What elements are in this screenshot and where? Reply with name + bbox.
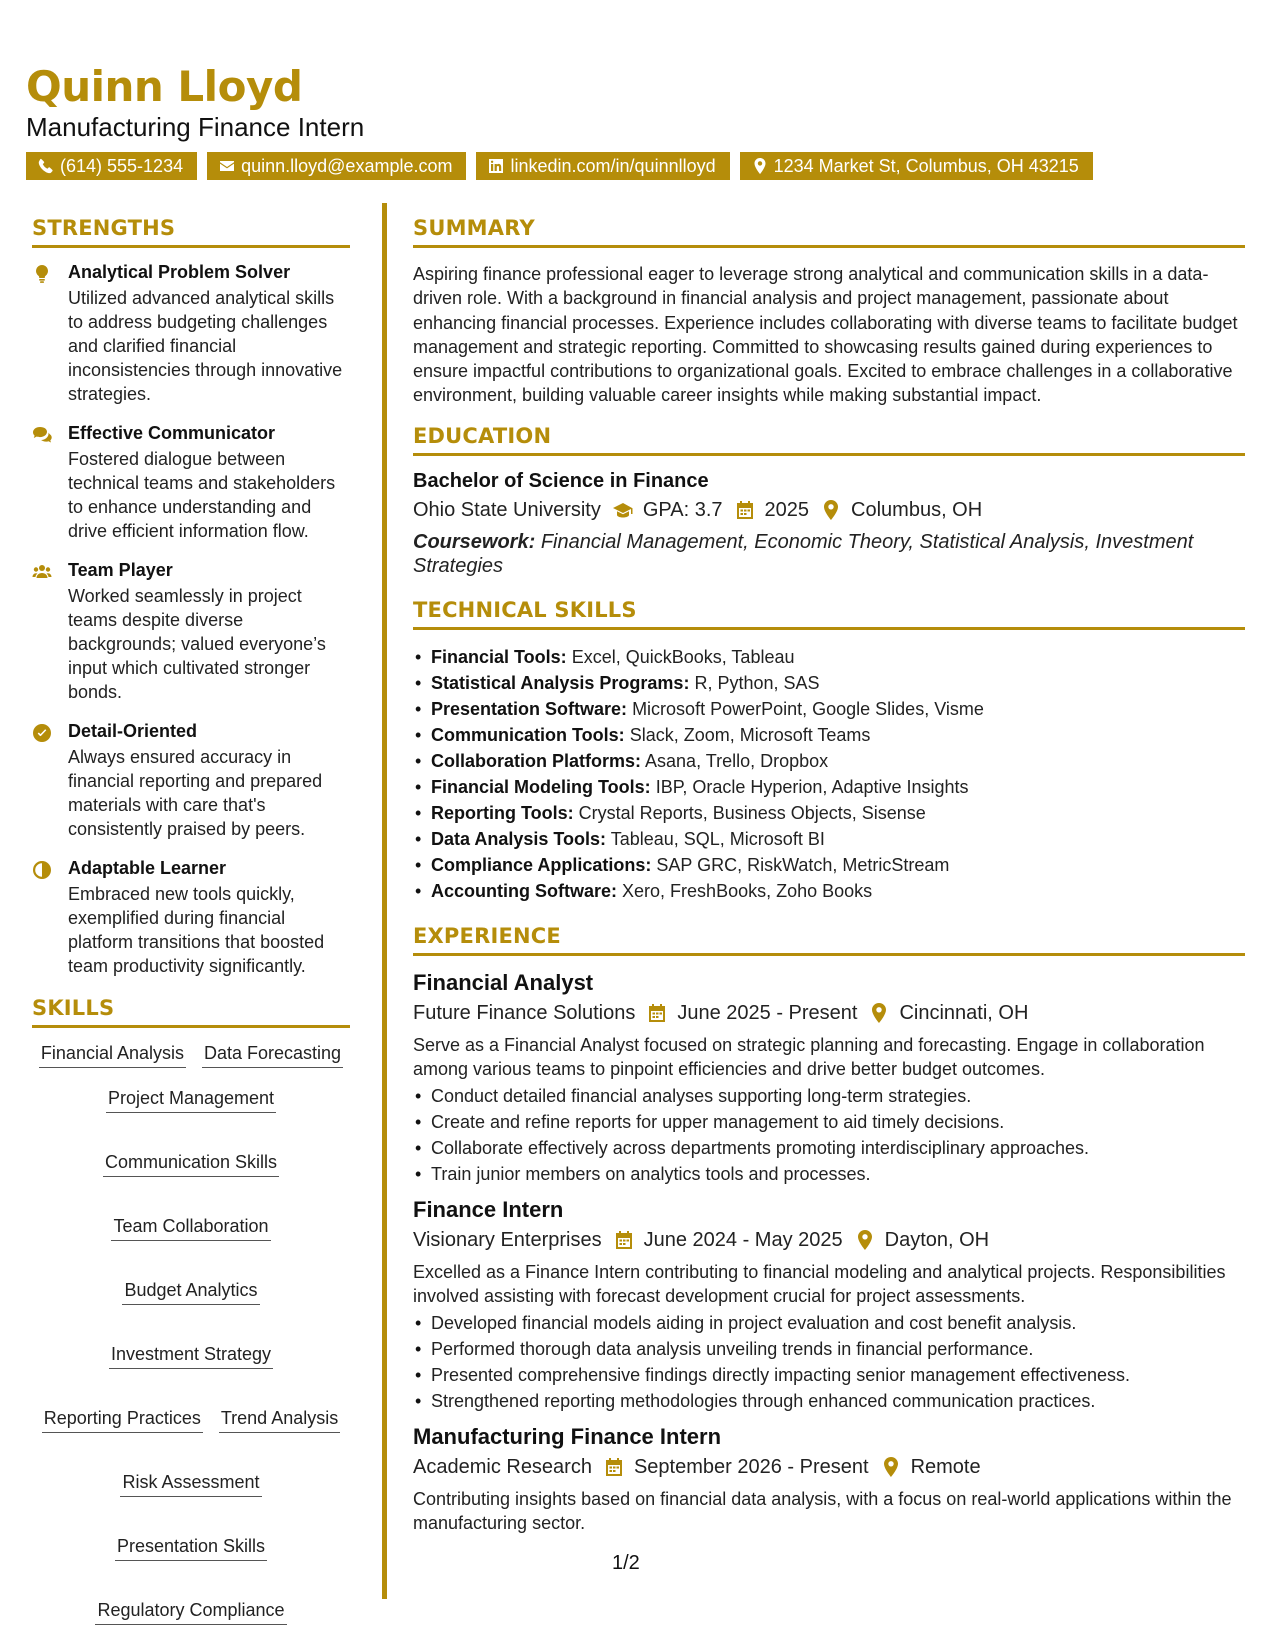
tech-value: Asana, Trello, Dropbox <box>645 750 829 771</box>
tech-label: Financial Modeling Tools: <box>431 776 651 797</box>
tech-label: Presentation Software: <box>431 698 628 719</box>
strength-text: Utilized advanced analytical skills to address budgeting challenges and clarified financial inconsistencies through innovative strategies. <box>68 288 343 404</box>
list-item: • Train junior members on analytics tools and processes. <box>413 1161 1245 1187</box>
skill-tag: Data Forecasting <box>202 1042 343 1068</box>
coursework <box>413 530 1245 578</box>
strength-title: Detail-Oriented <box>68 721 198 741</box>
skills-heading: SKILLS <box>32 996 350 1028</box>
list-item: • Conduct detailed financial analyses supporting long-term strategies. <box>413 1083 1245 1109</box>
tech-value: R, Python, SAS <box>694 672 820 693</box>
candidate-name: Quinn Lloyd <box>26 62 303 111</box>
job-bullets <box>413 1310 1245 1414</box>
strength-text: Fostered dialogue between technical teams and stakeholders to enhance understanding and drive efficient information flow. <box>68 449 336 541</box>
tech-value: Excel, QuickBooks, Tableau <box>571 646 795 667</box>
list-item <box>413 800 1245 826</box>
job-entry <box>413 970 1245 1187</box>
list-item: • Strengthened reporting methodologies through enhanced communication practices. <box>413 1388 1245 1414</box>
candidate-title: Manufacturing Finance Intern <box>26 112 365 142</box>
technical-skills-heading: TECHNICAL SKILLS <box>413 598 1245 630</box>
list-item <box>413 722 1245 748</box>
technical-skills-list <box>413 644 1245 904</box>
skill-tag: Communication Skills <box>103 1151 279 1177</box>
linkedin-icon <box>488 158 504 174</box>
strength-title: Analytical Problem Solver <box>68 262 291 282</box>
strengths-heading: STRENGTHS <box>32 216 350 248</box>
half-circle-icon <box>32 860 52 880</box>
skill-tag: Regulatory Compliance <box>95 1599 286 1625</box>
strength-item <box>32 858 350 978</box>
page-number: 1/2 <box>612 1552 640 1574</box>
strength-item <box>32 423 350 543</box>
tech-value: Slack, Zoom, Microsoft Teams <box>629 724 871 745</box>
skill-tag: Investment Strategy <box>109 1343 273 1369</box>
job-title: Financial Analyst <box>413 969 594 995</box>
company-name: Academic Research <box>413 1455 592 1478</box>
linkedin-text: linkedin.com/in/quinnlloyd <box>510 156 716 176</box>
school-name: Ohio State University <box>413 498 601 521</box>
summary-text: Aspiring finance professional eager to leverage strong analytical and communication skills in a data-driven role. With a background in financial analysis and project management, passionate about enhancing financial processes. Experience includes collaborating with diverse teams to facilitate budget management and strategic reporting. Committed to showcasing results gained during experiences to ensure impactful contributions to organizational goals. Excited to embrace challenges in a collaborative environment, building valuable career insights while making substantial impact. <box>413 264 1238 406</box>
tech-value: Microsoft PowerPoint, Google Slides, Visme <box>632 698 984 719</box>
job-title: Manufacturing Finance Intern <box>413 1423 722 1449</box>
lightbulb-icon <box>32 264 52 284</box>
email-text: quinn.lloyd@example.com <box>241 156 453 176</box>
strength-text: Embraced new tools quickly, exemplified during financial platform transitions that boosted team productivity significantly. <box>68 884 325 976</box>
job-dates: June 2024 - May 2025 <box>643 1228 843 1251</box>
skill-tag: Budget Analytics <box>122 1279 259 1305</box>
contact-bar <box>26 152 1093 180</box>
phone-text: (614) 555-1234 <box>60 156 184 176</box>
tech-value: Xero, FreshBooks, Zoho Books <box>622 880 873 901</box>
contact-email[interactable] <box>207 152 466 180</box>
company-name: Future Finance Solutions <box>413 1001 636 1024</box>
list-item <box>413 878 1245 904</box>
strength-item <box>32 262 350 406</box>
tech-label: Compliance Applications: <box>431 854 652 875</box>
coursework-text: Financial Management, Economic Theory, Statistical Analysis, Investment Strategies <box>413 530 1194 577</box>
map-pin-icon <box>881 1457 901 1477</box>
skill-tag: Reporting Practices <box>42 1407 203 1433</box>
graduation-cap-icon <box>613 500 633 520</box>
tech-label: Data Analysis Tools: <box>431 828 607 849</box>
calendar-icon <box>735 500 755 520</box>
map-pin-icon <box>869 1003 889 1023</box>
job-location: Dayton, OH <box>884 1228 990 1251</box>
list-item: • Presented comprehensive findings directly impacting senior management effectiveness. <box>413 1362 1245 1388</box>
tech-label: Statistical Analysis Programs: <box>431 672 690 693</box>
column-divider <box>382 203 387 1599</box>
degree-title: Bachelor of Science in Finance <box>413 469 709 492</box>
calendar-icon <box>614 1230 634 1250</box>
tech-label: Accounting Software: <box>431 880 618 901</box>
education-heading: EDUCATION <box>413 424 1245 456</box>
job-bullets <box>413 1083 1245 1187</box>
strength-title: Adaptable Learner <box>68 858 227 878</box>
strength-title: Effective Communicator <box>68 423 276 443</box>
tech-value: Tableau, SQL, Microsoft BI <box>610 828 825 849</box>
users-icon <box>32 562 52 582</box>
education-meta <box>413 499 1245 522</box>
phone-icon <box>38 158 54 174</box>
strength-title: Team Player <box>68 560 173 580</box>
job-location: Cincinnati, OH <box>899 1001 1029 1024</box>
map-pin-icon <box>855 1230 875 1250</box>
list-item <box>413 748 1245 774</box>
job-dates: June 2025 - Present <box>677 1001 858 1024</box>
job-dates: September 2026 - Present <box>633 1455 869 1478</box>
experience-heading: EXPERIENCE <box>413 924 1245 956</box>
company-name: Visionary Enterprises <box>413 1228 602 1251</box>
coursework-label: Coursework: <box>413 530 536 553</box>
job-title: Finance Intern <box>413 1196 564 1222</box>
address-text: 1234 Market St, Columbus, OH 43215 <box>773 156 1079 176</box>
skill-tag: Risk Assessment <box>120 1471 261 1497</box>
tech-value: SAP GRC, RiskWatch, MetricStream <box>656 854 950 875</box>
list-item <box>413 696 1245 722</box>
tech-value: Crystal Reports, Business Objects, Sisense <box>578 802 926 823</box>
job-meta <box>413 1229 1245 1252</box>
skills-list <box>32 1042 350 1625</box>
job-description: Serve as a Financial Analyst focused on strategic planning and forecasting. Engage in collaboration among various teams to pinpoint efficiencies and drive better budget outcomes. <box>413 1034 1205 1079</box>
envelope-icon <box>219 158 235 174</box>
skill-tag: Financial Analysis <box>39 1042 186 1068</box>
list-item <box>413 826 1245 852</box>
tech-value: IBP, Oracle Hyperion, Adaptive Insights <box>655 776 969 797</box>
strength-item <box>32 560 350 704</box>
check-circle-icon <box>32 723 52 743</box>
strength-text: Always ensured accuracy in financial reporting and prepared materials with care that's consistently praised by peers. <box>68 747 323 839</box>
skill-tag: Team Collaboration <box>111 1215 270 1241</box>
job-description: Contributing insights based on financial data analysis, with a focus on real-world applications within the manufacturing sector. <box>413 1488 1232 1533</box>
right-column <box>413 216 1245 1545</box>
tech-label: Reporting Tools: <box>431 802 574 823</box>
calendar-icon <box>647 1003 667 1023</box>
job-entry <box>413 1197 1245 1414</box>
job-entry <box>413 1424 1245 1535</box>
calendar-icon <box>604 1457 624 1477</box>
tech-label: Collaboration Platforms: <box>431 750 642 771</box>
list-item <box>413 644 1245 670</box>
list-item <box>413 852 1245 878</box>
map-pin-icon <box>821 500 841 520</box>
job-meta <box>413 1002 1245 1025</box>
contact-address[interactable] <box>740 152 1093 180</box>
left-column <box>32 216 350 1625</box>
comments-icon <box>32 425 52 445</box>
list-item: • Collaborate effectively across departments promoting interdisciplinary approaches. <box>413 1135 1245 1161</box>
list-item: • Developed financial models aiding in project evaluation and cost benefit analysis. <box>413 1310 1245 1336</box>
job-location: Remote <box>910 1455 981 1478</box>
education-location: Columbus, OH <box>851 498 983 521</box>
strength-item <box>32 721 350 841</box>
contact-phone[interactable] <box>26 152 197 180</box>
list-item <box>413 774 1245 800</box>
map-pin-icon <box>752 158 768 174</box>
tech-label: Communication Tools: <box>431 724 625 745</box>
skill-tag: Presentation Skills <box>115 1535 267 1561</box>
list-item <box>413 670 1245 696</box>
list-item: • Create and refine reports for upper management to aid timely decisions. <box>413 1109 1245 1135</box>
skill-tag: Project Management <box>106 1087 276 1113</box>
strength-text: Worked seamlessly in project teams despite diverse backgrounds; valued everyone’s input which cultivated stronger bonds. <box>68 586 326 702</box>
gpa-text: GPA: 3.7 <box>642 498 723 521</box>
contact-linkedin[interactable] <box>476 152 729 180</box>
list-item: • Performed thorough data analysis unveiling trends in financial performance. <box>413 1336 1245 1362</box>
graduation-year: 2025 <box>764 498 810 521</box>
job-meta <box>413 1456 1245 1479</box>
summary-heading: SUMMARY <box>413 216 1245 248</box>
job-description: Excelled as a Finance Intern contributing to financial modeling and analytical projects. Responsibilities involved assisting with forecast development crucial for project assessments. <box>413 1261 1226 1306</box>
tech-label: Financial Tools: <box>431 646 567 667</box>
skill-tag: Trend Analysis <box>219 1407 340 1433</box>
